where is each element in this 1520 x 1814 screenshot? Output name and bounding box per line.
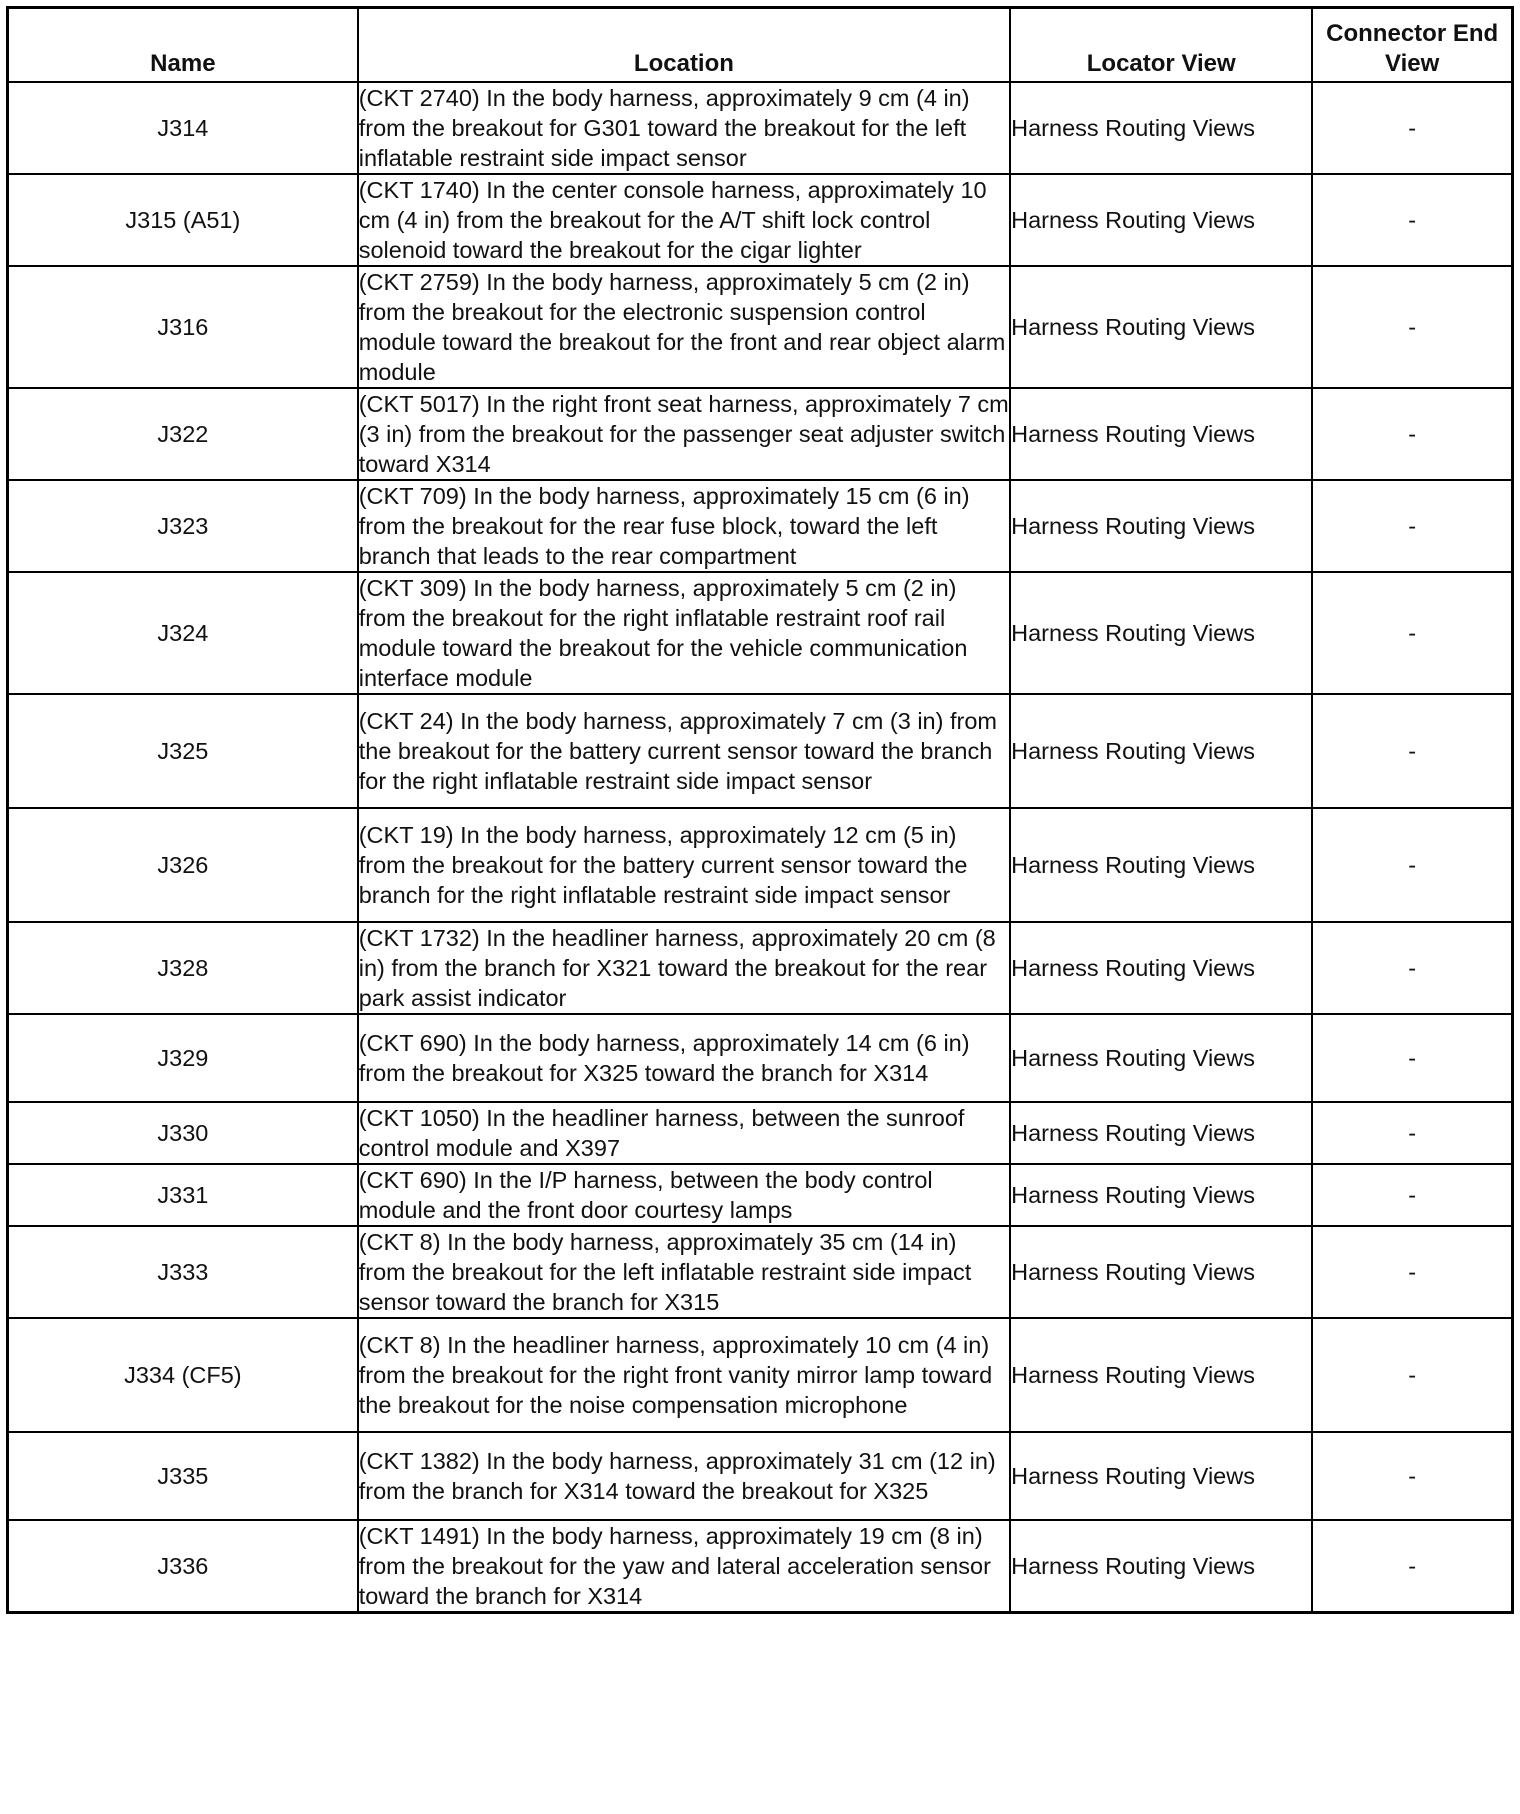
splice-location: (CKT 24) In the body harness, approximately 7 cm (3 in) from the breakout for the battery current sensor toward the branch for the right inflatable restraint side impact sensor	[358, 694, 1010, 808]
locator-view: Harness Routing Views	[1010, 1432, 1312, 1520]
connector-end-view: -	[1312, 572, 1512, 694]
table-row	[8, 1164, 1513, 1226]
splice-location: (CKT 709) In the body harness, approximately 15 cm (6 in) from the breakout for the rear fuse block, toward the left branch that leads to the rear compartment	[358, 480, 1010, 572]
locator-view: Harness Routing Views	[1010, 694, 1312, 808]
header-location: Location	[358, 8, 1010, 83]
locator-view: Harness Routing Views	[1010, 922, 1312, 1014]
locator-view: Harness Routing Views	[1010, 82, 1312, 174]
table-row	[8, 922, 1513, 1014]
splice-name: J329	[8, 1014, 358, 1102]
connector-end-view: -	[1312, 1164, 1512, 1226]
splice-name: J315 (A51)	[8, 174, 358, 266]
splice-name: J324	[8, 572, 358, 694]
connector-end-view: -	[1312, 266, 1512, 388]
splice-name: J330	[8, 1102, 358, 1164]
locator-view: Harness Routing Views	[1010, 1164, 1312, 1226]
locator-view: Harness Routing Views	[1010, 1014, 1312, 1102]
connector-end-view: -	[1312, 174, 1512, 266]
connector-end-view: -	[1312, 480, 1512, 572]
splice-location: (CKT 309) In the body harness, approximately 5 cm (2 in) from the breakout for the right inflatable restraint roof rail module toward the breakout for the vehicle communication interface module	[358, 572, 1010, 694]
header-row	[8, 8, 1513, 83]
splice-name: J335	[8, 1432, 358, 1520]
locator-view: Harness Routing Views	[1010, 1226, 1312, 1318]
splice-location-table	[6, 6, 1514, 1614]
splice-location: (CKT 8) In the headliner harness, approximately 10 cm (4 in) from the breakout for the right front vanity mirror lamp toward the breakout for the noise compensation microphone	[358, 1318, 1010, 1432]
header-connector-end-view: Connector End View	[1312, 8, 1512, 83]
splice-name: J323	[8, 480, 358, 572]
table-row	[8, 1102, 1513, 1164]
connector-end-view: -	[1312, 1102, 1512, 1164]
splice-name: J326	[8, 808, 358, 922]
splice-name: J316	[8, 266, 358, 388]
splice-name: J328	[8, 922, 358, 1014]
table-row	[8, 388, 1513, 480]
table-body	[8, 82, 1513, 1613]
splice-location: (CKT 1382) In the body harness, approximately 31 cm (12 in) from the branch for X314 toward the breakout for X325	[358, 1432, 1010, 1520]
splice-location: (CKT 690) In the I/P harness, between the body control module and the front door courtesy lamps	[358, 1164, 1010, 1226]
splice-name: J331	[8, 1164, 358, 1226]
connector-end-view: -	[1312, 1520, 1512, 1613]
locator-view: Harness Routing Views	[1010, 808, 1312, 922]
connector-end-view: -	[1312, 1432, 1512, 1520]
locator-view: Harness Routing Views	[1010, 1318, 1312, 1432]
splice-location: (CKT 5017) In the right front seat harness, approximately 7 cm (3 in) from the breakout for the passenger seat adjuster switch toward X314	[358, 388, 1010, 480]
connector-end-view: -	[1312, 694, 1512, 808]
connector-end-view: -	[1312, 922, 1512, 1014]
splice-location: (CKT 1732) In the headliner harness, approximately 20 cm (8 in) from the branch for X321 toward the breakout for the rear park assist indicator	[358, 922, 1010, 1014]
table-row	[8, 1520, 1513, 1613]
connector-end-view: -	[1312, 808, 1512, 922]
table-row	[8, 1318, 1513, 1432]
table-row	[8, 266, 1513, 388]
splice-name: J322	[8, 388, 358, 480]
connector-end-view: -	[1312, 1226, 1512, 1318]
splice-location: (CKT 1740) In the center console harness, approximately 10 cm (4 in) from the breakout for the A/T shift lock control solenoid toward the breakout for the cigar lighter	[358, 174, 1010, 266]
splice-name: J334 (CF5)	[8, 1318, 358, 1432]
splice-name: J325	[8, 694, 358, 808]
splice-location: (CKT 1050) In the headliner harness, between the sunroof control module and X397	[358, 1102, 1010, 1164]
splice-location: (CKT 19) In the body harness, approximately 12 cm (5 in) from the breakout for the battery current sensor toward the branch for the right inflatable restraint side impact sensor	[358, 808, 1010, 922]
locator-view: Harness Routing Views	[1010, 572, 1312, 694]
splice-name: J333	[8, 1226, 358, 1318]
table-row	[8, 480, 1513, 572]
locator-view: Harness Routing Views	[1010, 480, 1312, 572]
splice-location: (CKT 690) In the body harness, approximately 14 cm (6 in) from the breakout for X325 toward the branch for X314	[358, 1014, 1010, 1102]
table-row	[8, 82, 1513, 174]
splice-name: J336	[8, 1520, 358, 1613]
connector-end-view: -	[1312, 388, 1512, 480]
locator-view: Harness Routing Views	[1010, 388, 1312, 480]
locator-view: Harness Routing Views	[1010, 1520, 1312, 1613]
header-locator-view: Locator View	[1010, 8, 1312, 83]
table-row	[8, 694, 1513, 808]
table-row	[8, 808, 1513, 922]
splice-location: (CKT 2740) In the body harness, approximately 9 cm (4 in) from the breakout for G301 toward the breakout for the left inflatable restraint side impact sensor	[358, 82, 1010, 174]
table-header	[8, 8, 1513, 83]
table-row	[8, 1226, 1513, 1318]
splice-location: (CKT 8) In the body harness, approximately 35 cm (14 in) from the breakout for the left inflatable restraint side impact sensor toward the branch for X315	[358, 1226, 1010, 1318]
table-row	[8, 1432, 1513, 1520]
locator-view: Harness Routing Views	[1010, 174, 1312, 266]
connector-end-view: -	[1312, 1014, 1512, 1102]
table-row	[8, 174, 1513, 266]
table-row	[8, 572, 1513, 694]
locator-view: Harness Routing Views	[1010, 1102, 1312, 1164]
splice-location: (CKT 1491) In the body harness, approximately 19 cm (8 in) from the breakout for the yaw and lateral acceleration sensor toward the branch for X314	[358, 1520, 1010, 1613]
splice-name: J314	[8, 82, 358, 174]
locator-view: Harness Routing Views	[1010, 266, 1312, 388]
connector-end-view: -	[1312, 1318, 1512, 1432]
header-name: Name	[8, 8, 358, 83]
table-row	[8, 1014, 1513, 1102]
connector-end-view: -	[1312, 82, 1512, 174]
splice-location: (CKT 2759) In the body harness, approximately 5 cm (2 in) from the breakout for the electronic suspension control module toward the breakout for the front and rear object alarm module	[358, 266, 1010, 388]
